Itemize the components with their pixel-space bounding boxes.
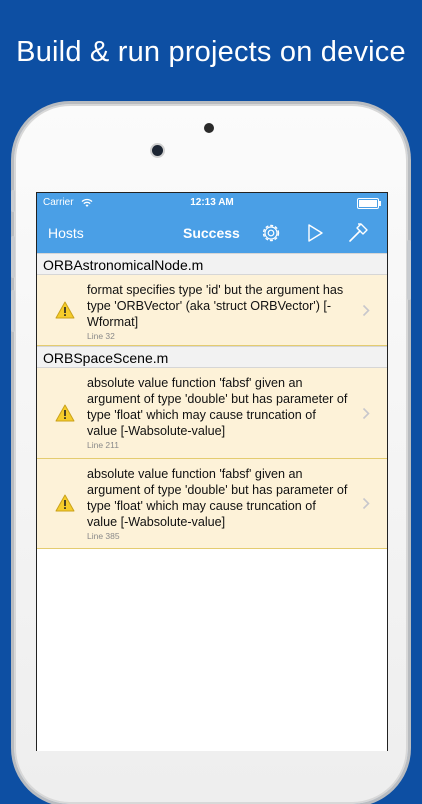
warning-message: format specifies type 'id' but the argument has type 'ORBVector' (aka 'struct ORBVector') [-Wformat] bbox=[87, 283, 344, 329]
chevron-right-icon bbox=[362, 407, 370, 420]
nav-title: Success bbox=[183, 225, 240, 241]
warning-message: absolute value function 'fabsf' given an argument of type 'double' but has parameter of type 'float' which may cause truncation of value [-Wabsolute-value] bbox=[87, 467, 348, 529]
warning-icon bbox=[55, 301, 75, 319]
hosts-back-button[interactable]: Hosts bbox=[48, 225, 84, 241]
warning-icon bbox=[55, 404, 75, 422]
chevron-right-icon bbox=[362, 497, 370, 510]
play-icon[interactable] bbox=[303, 221, 327, 245]
hammer-icon[interactable] bbox=[346, 221, 370, 245]
warning-row[interactable] bbox=[37, 368, 387, 459]
warning-icon bbox=[55, 494, 75, 512]
chevron-right-icon bbox=[362, 304, 370, 317]
warning-row[interactable] bbox=[37, 459, 387, 549]
headline: Build & run projects on device bbox=[16, 36, 406, 68]
clock: 12:13 AM bbox=[190, 197, 234, 208]
gear-icon[interactable] bbox=[259, 221, 283, 245]
warning-message: absolute value function 'fabsf' given an argument of type 'double' but has parameter of type 'float' which may cause truncation of value [-Wabsolute-value] bbox=[87, 376, 348, 438]
earpiece-dot bbox=[204, 123, 214, 133]
battery-icon bbox=[357, 198, 379, 209]
carrier-label: Carrier bbox=[43, 197, 74, 208]
line-number: Line 32 bbox=[87, 331, 115, 341]
navigation-bar bbox=[37, 213, 387, 253]
warning-row[interactable] bbox=[37, 275, 387, 346]
file-section-header: ORBAstronomicalNode.m bbox=[37, 253, 387, 275]
line-number: Line 211 bbox=[87, 440, 119, 450]
front-camera bbox=[152, 145, 163, 156]
mute-switch bbox=[11, 190, 15, 212]
file-section-header: ORBSpaceScene.m bbox=[37, 346, 387, 368]
status-bar bbox=[37, 193, 387, 213]
volume-down-button bbox=[11, 290, 15, 332]
volume-up-button bbox=[11, 236, 15, 278]
app-screen bbox=[36, 192, 388, 751]
power-button bbox=[407, 240, 411, 300]
line-number: Line 385 bbox=[87, 531, 120, 541]
